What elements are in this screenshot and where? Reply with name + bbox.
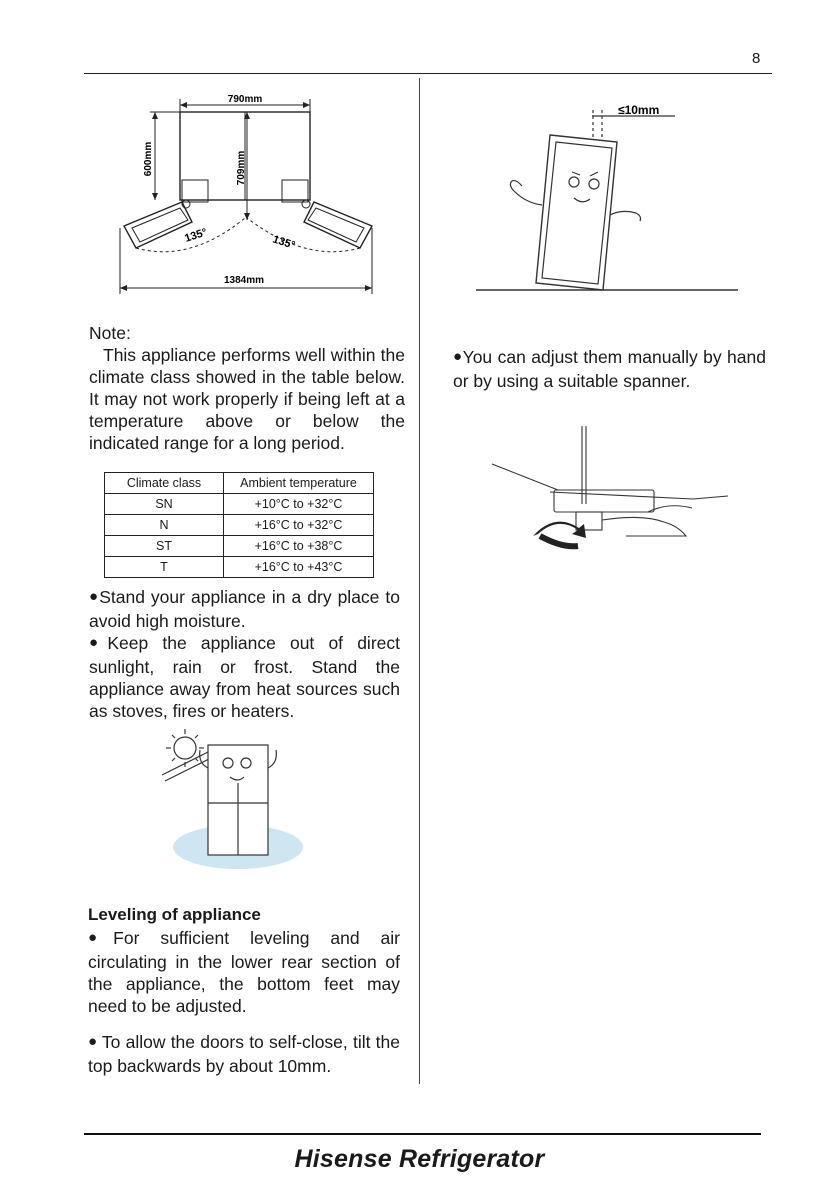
table-row [105, 494, 374, 515]
bullet-icon: ● [453, 348, 463, 365]
foot-adjust-illustration [488, 424, 738, 559]
width-closed-label: 790mm [227, 94, 263, 105]
page-number: 8 [752, 50, 761, 67]
climate-class-cell: N [105, 515, 224, 536]
brand-footer: Hisense Refrigerator [294, 1145, 545, 1173]
depth-body-label: 600mm [143, 141, 154, 177]
bullet-icon: ● [89, 588, 100, 605]
leveling-bullet-1: ●For sufficient leveling and air circulating in the lower rear section of the appliance, the bottom feet may need to be adjusted. [88, 928, 401, 1016]
column-header: Ambient temperature [224, 473, 374, 494]
adjust-bullet: ●You can adjust them manually by hand or by using a suitable spanner. [453, 347, 766, 391]
tilt-label: ≤10mm [618, 103, 660, 117]
temperature-cell: +10°C to +32°C [224, 494, 374, 515]
header-divider [84, 73, 772, 74]
table-row [105, 557, 374, 578]
footer-divider [84, 1133, 761, 1135]
table-header-row [105, 473, 374, 494]
list-item: ●Stand your appliance in a dry place to avoid high moisture. [89, 587, 400, 631]
angle-right-label: 135° [271, 233, 297, 252]
temperature-cell: +16°C to +43°C [224, 557, 374, 578]
placement-bullets [89, 586, 400, 722]
note-label: Note: [89, 323, 131, 343]
bullet-icon: ● [89, 634, 108, 651]
table-row [105, 536, 374, 557]
dimension-diagram [110, 88, 386, 300]
leveling-heading: Leveling of appliance [88, 905, 261, 924]
angle-left-label: 135° [183, 226, 209, 245]
note-text: This appliance performs well within the climate class showed in the table below. It may not work properly if being left at a temperature above or below the indicated range for a long period. [89, 345, 405, 453]
column-header: Climate class [105, 473, 224, 494]
tilt-illustration [470, 100, 742, 296]
climate-class-cell: ST [105, 536, 224, 557]
climate-table [104, 472, 374, 578]
list-item: ●Keep the appliance out of direct sunlight, rain or frost. Stand the appliance away from heat sources such as stoves, fires or heaters. [89, 633, 400, 721]
temperature-cell: +16°C to +32°C [224, 515, 374, 536]
climate-class-cell: SN [105, 494, 224, 515]
temperature-cell: +16°C to +38°C [224, 536, 374, 557]
bullet-icon: ● [88, 1033, 102, 1050]
climate-class-cell: T [105, 557, 224, 578]
width-open-label: 1384mm [223, 275, 265, 286]
sunlight-illustration [160, 723, 310, 873]
bullet-icon: ● [88, 929, 114, 946]
table-row [105, 515, 374, 536]
depth-door-label: 709mm [236, 150, 247, 186]
leveling-bullet-2: ● To allow the doors to self-close, tilt the top backwards by about 10mm. [88, 1032, 401, 1076]
column-divider [419, 78, 420, 1084]
